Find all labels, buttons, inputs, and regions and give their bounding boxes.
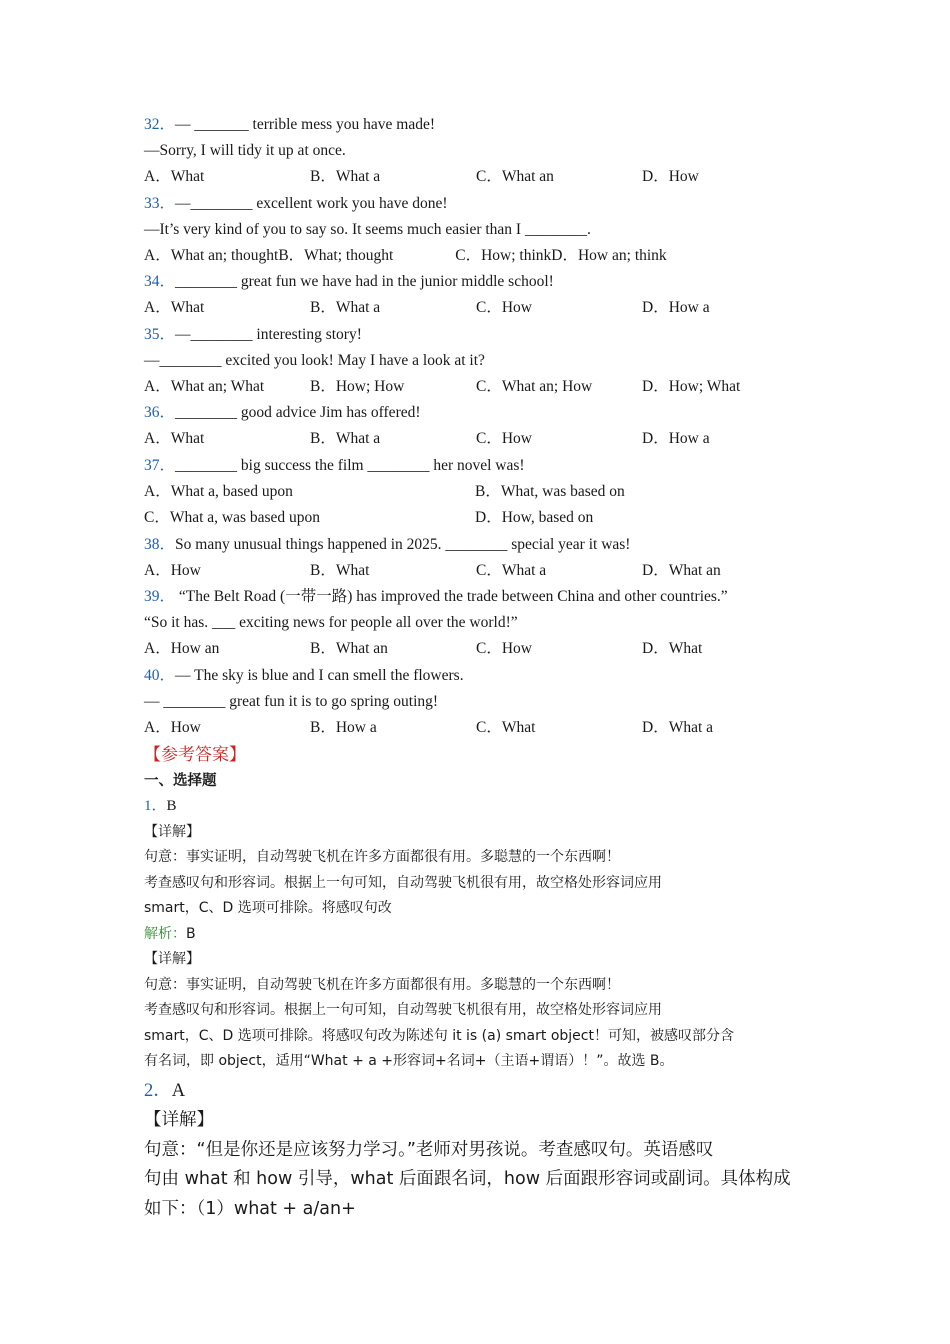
question-stem (144, 112, 824, 138)
question-text: — ________ great fun it is to go spring outing! (144, 692, 439, 710)
question-block (144, 191, 824, 270)
answer-option: B．What a (310, 430, 381, 447)
question-text: —Sorry, I will tidy it up at once. (144, 142, 346, 159)
answer-option: B．How a (310, 718, 377, 736)
detail-label: 【详解】 (144, 951, 200, 967)
sentence-meaning: 句意：事实证明，自动驾驶飞机在许多方面都很有用。多聪慧的一个东西啊！ (144, 849, 620, 865)
answer-option: D．How a (642, 430, 710, 447)
question-stem (144, 269, 824, 295)
detail-label: 【详解】 (144, 1110, 214, 1130)
option-row (144, 426, 824, 453)
answer-option: D．How; What (642, 377, 741, 395)
question-stem (144, 584, 824, 610)
question-text: — _______ terrible mess you have made! (175, 116, 436, 133)
answer-number: 2． (144, 1080, 172, 1101)
answer-key-title: 【参考答案】 (144, 745, 246, 765)
question-block (144, 453, 824, 532)
answer-option: D．How a (642, 299, 710, 316)
option-row (144, 636, 824, 663)
answer-option: C．What a, was based upon (144, 509, 321, 526)
answer-option: A．What an; What (144, 377, 265, 395)
option-row (144, 479, 824, 506)
question-block (144, 269, 824, 322)
answer-option: D．What a (642, 718, 714, 736)
question-text: —________ interesting story! (175, 325, 362, 343)
question-dialogue-line (144, 348, 824, 374)
question-dialogue-line (144, 138, 824, 164)
analysis-line: 有名词，即 object，适用“What + a +形容词+名词+（主语+谓语）！”。故选 B。 (144, 1053, 674, 1069)
question-stem (144, 532, 824, 558)
question-number: 33． (144, 194, 176, 212)
answer-value: B (166, 798, 177, 814)
option-row (144, 243, 824, 270)
answer-option: D．How, based on (475, 509, 594, 526)
question-text: —It’s very kind of you to say so. It seems much easier than I ________. (144, 220, 591, 238)
answer-option: B．What (310, 561, 370, 579)
question-text: “So it has. ___ exciting news for people all over the world!” (144, 614, 518, 631)
answer-item-2 (144, 1077, 824, 1107)
section-title: 一、选择题 (144, 773, 217, 789)
answer-option: D．How (642, 168, 699, 185)
question-block (144, 532, 824, 585)
analysis-line: 考查感叹句和形容词。根据上一句可知，自动驾驶飞机很有用，故空格处形容词应用 (144, 1002, 662, 1018)
question-number: 38． (144, 535, 176, 553)
question-list (144, 112, 824, 741)
answer-value: A (171, 1080, 186, 1101)
analysis-line: 考查感叹句和形容词。根据上一句可知，自动驾驶飞机很有用，故空格处形容词应用 (144, 874, 662, 891)
question-stem (144, 191, 824, 217)
sentence-meaning: 句意：“但是你还是应该努力学习。”老师对男孩说。考查感叹句。英语感叹 (144, 1139, 714, 1160)
answer-option: A．What (144, 430, 205, 447)
question-text: “The Belt Road (一带一路) has improved the trade between China and other countries.” (175, 588, 728, 605)
analysis-line: smart，C、D 选项可排除。将感叹句改 (144, 900, 392, 916)
option-row (144, 164, 824, 191)
question-text: ________ big success the film ________ her novel was! (175, 456, 525, 474)
jiexi-label: 解析： (144, 925, 186, 942)
answer-option: A．What an; thought (144, 246, 279, 264)
answer-option: B．How; How (310, 377, 405, 395)
question-block (144, 322, 824, 401)
answer-option: C．What (476, 718, 536, 736)
question-number: 32． (144, 116, 176, 133)
question-stem (144, 453, 824, 479)
question-stem (144, 400, 824, 426)
jiexi-line (144, 922, 824, 948)
question-block (144, 400, 824, 453)
answer-option: C．What a (476, 561, 547, 579)
answer-option: A．What (144, 299, 205, 316)
question-text: — The sky is blue and I can smell the flowers. (175, 666, 464, 684)
question-block (144, 663, 824, 742)
question-stem (144, 663, 824, 689)
answer-option: A．What a, based upon (144, 482, 293, 500)
question-text: —________ excellent work you have done! (175, 194, 448, 212)
answer-option: A．How (144, 718, 201, 736)
document-page (144, 112, 824, 1224)
answer-option: C．What an (476, 168, 554, 185)
answer-number: 1． (144, 798, 167, 814)
sentence-meaning: 句意：事实证明，自动驾驶飞机在许多方面都很有用。多聪慧的一个东西啊！ (144, 976, 620, 993)
answer-option: D．How an; think (551, 246, 667, 264)
question-number: 40． (144, 666, 176, 684)
answer-item-1 (144, 794, 824, 820)
question-number: 35． (144, 325, 176, 343)
answer-option: A．What (144, 168, 205, 185)
answer-option: C．How (476, 640, 532, 657)
option-row (144, 505, 824, 532)
answer-option: C．How (476, 299, 532, 316)
question-text: —________ excited you look! May I have a look at it? (144, 351, 485, 369)
jiexi-value: B (186, 925, 196, 942)
question-text: ________ good advice Jim has offered! (175, 404, 421, 421)
question-text: So many unusual things happened in 2025. ________ special year it was! (175, 535, 631, 553)
answer-option: B．What, was based on (475, 482, 625, 500)
answer-option: A．How an (144, 640, 220, 657)
answer-option: C．How (476, 430, 532, 447)
question-number: 36． (144, 404, 176, 421)
answer-option: C．How; think (455, 246, 552, 264)
answer-option: B．What an (310, 640, 388, 657)
option-row (144, 715, 824, 742)
answer-option: B．What a (310, 168, 381, 185)
answer-option: C．What an; How (476, 377, 593, 395)
question-dialogue-line (144, 689, 824, 715)
answer-key (144, 742, 824, 1224)
sentence-meaning: 句由 what 和 how 引导，what 后面跟名词，how 后面跟形容词或副词。具体构成 (144, 1169, 791, 1189)
detail-label: 【详解】 (144, 823, 200, 840)
option-row (144, 558, 824, 585)
question-block (144, 112, 824, 191)
answer-option: B．What a (310, 299, 381, 316)
answer-option: D．What an (642, 561, 721, 579)
question-text: ________ great fun we have had in the junior middle school! (175, 273, 554, 290)
answer-option: B．What; thought (278, 246, 394, 264)
question-stem (144, 322, 824, 348)
sentence-meaning: 如下：（1）what + a/an+ (144, 1198, 356, 1219)
option-row (144, 295, 824, 322)
question-dialogue-line (144, 217, 824, 243)
answer-option: A．How (144, 561, 201, 579)
analysis-line: smart，C、D 选项可排除。将感叹句改为陈述句 it is (a) smart object！可知，被感叹部分含 (144, 1027, 734, 1044)
question-number: 37． (144, 456, 176, 474)
option-row (144, 374, 824, 401)
question-number: 39． (144, 588, 176, 605)
question-number: 34． (144, 273, 176, 290)
question-dialogue-line (144, 610, 824, 636)
answer-option: D．What (642, 640, 703, 657)
question-block (144, 584, 824, 663)
